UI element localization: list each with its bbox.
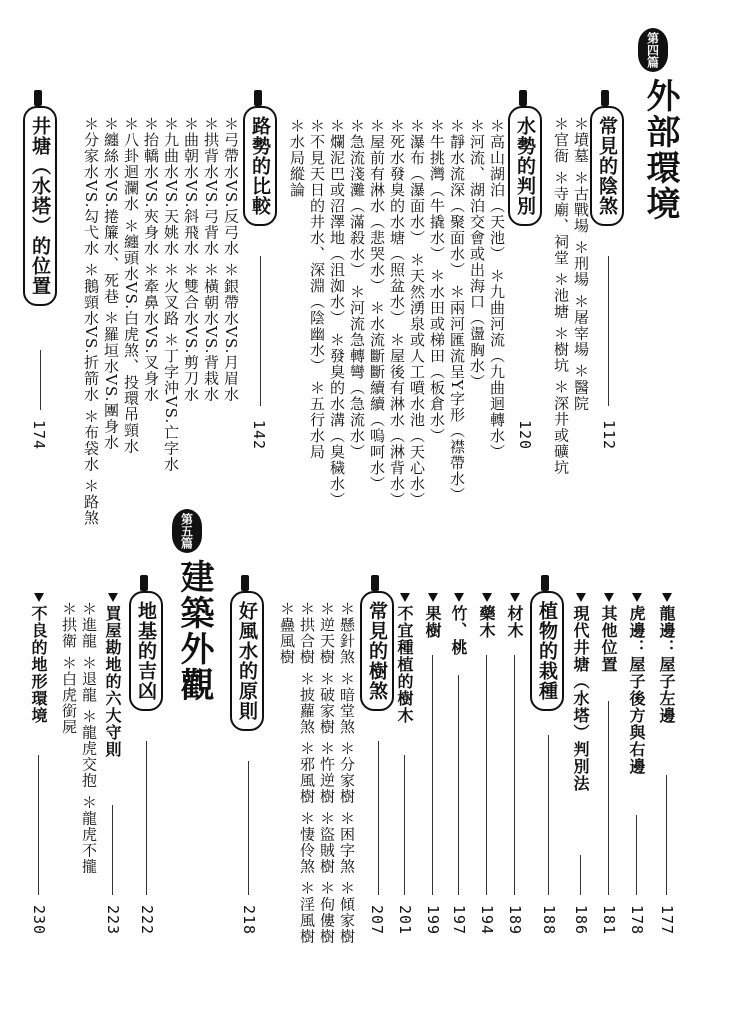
toc-item[interactable]: 龍邊：屋子左邊 (657, 605, 676, 724)
page-number: 223 (104, 905, 122, 936)
page-number: 197 (450, 905, 468, 936)
toc-line: ＊八卦迴瀾水 ＊纏頭水VS.白虎煞、投環吊頸水 (122, 116, 140, 455)
part5-badge-text: 第五篇 (179, 513, 194, 549)
page-number: 120 (516, 420, 534, 451)
leader-line (38, 755, 39, 895)
toc-line: ＊九曲水VS.天姚水 ＊火叉路 ＊丁字沖VS.亡字水 (162, 116, 180, 473)
triangle-bullet-icon (604, 593, 614, 602)
toc-line: ＊逆天樹 ＊破家樹 ＊忤逆樹 ＊盜賊樹 ＊佝僂樹 (318, 601, 336, 945)
page-number: 177 (658, 905, 676, 936)
toc-part4 (0, 20, 736, 526)
toc-line: ＊水局縱論 (288, 118, 306, 198)
toc-line: ＊抬轎水VS.夾身水 ＊牽鼻水VS.叉身水 (142, 116, 160, 403)
triangle-bullet-icon (510, 593, 520, 602)
toc-line: ＊靜水流深（聚面水） ＊兩河匯流呈Y字形（襟帶水） (448, 118, 466, 503)
leader-line (636, 815, 637, 895)
toc-line: ＊死水發臭的水塘（照盆水） ＊屋後有淋水（淋背水） (388, 118, 406, 508)
leader-line (666, 775, 667, 895)
toc-item[interactable]: 不宜種植的樹木 (395, 605, 414, 724)
part5-badge (172, 509, 202, 553)
toc-item[interactable]: 現代井塘（水塔）判別法 (571, 605, 590, 792)
page-number: 201 (396, 905, 414, 936)
toc-line: ＊不見天日的井水、深淵（陰幽水） ＊五行水局 (308, 118, 326, 460)
chapter-heading[interactable]: 井塘（水塔）的位置 (23, 106, 57, 306)
triangle-bullet-icon (454, 593, 464, 602)
chapter-tab (254, 90, 262, 106)
page-number: 186 (572, 905, 590, 936)
toc-line: ＊屋前有淋水（悲哭水） ＊水流斷斷續續（嗚呵水） (368, 118, 386, 492)
toc-line: ＊官衙 ＊寺廟、祠堂 ＊池塘 ＊樹坑 ＊深井或礦坑 (552, 116, 570, 476)
chapter-heading[interactable]: 好風水的原則 (230, 591, 264, 731)
page-number: 222 (138, 905, 156, 936)
chapter-tab (541, 575, 549, 591)
leader-line (146, 741, 147, 895)
chapter-heading[interactable]: 水勢的判別 (508, 106, 542, 226)
toc-line: ＊蠱風樹 (278, 601, 296, 665)
toc-part4-cont-part5 (0, 505, 736, 1005)
chapter-heading[interactable]: 常見的陰煞 (590, 106, 624, 226)
leader-line (404, 755, 405, 895)
leader-line (608, 256, 609, 406)
page-number: 199 (424, 905, 442, 936)
leader-line (608, 701, 609, 895)
toc-item[interactable]: 不良的地形環境 (29, 605, 48, 724)
triangle-bullet-icon (400, 593, 410, 602)
page-number: 188 (540, 905, 558, 936)
toc-line: ＊拱衛 ＊白虎銜屍 (60, 601, 78, 735)
page-number: 189 (506, 905, 524, 936)
toc-line: ＊進龍 ＊退龍 ＊龍虎交抱 ＊龍虎不攏 (80, 601, 98, 875)
toc-line: ＊曲朝水VS.斜飛水 ＊雙合水VS.剪刀水 (182, 116, 200, 403)
page-number: 230 (30, 905, 48, 936)
chapter-tab (140, 575, 148, 591)
page-number: 181 (600, 905, 618, 936)
page-number: 142 (250, 420, 268, 451)
leader-line (432, 655, 433, 895)
chapter-heading[interactable]: 路勢的比較 (243, 106, 277, 226)
toc-line: ＊懸針煞 ＊暗堂煞 ＊分家樹 ＊困字煞 ＊傾家樹 (338, 601, 356, 945)
chapter-tab (371, 575, 379, 591)
leader-line (40, 350, 41, 410)
toc-item[interactable]: 竹、桃 (449, 605, 468, 656)
page-number: 112 (600, 420, 618, 451)
toc-line: ＊爛泥巴或沼澤地（沮洳水） ＊發臭的水溝（臭穢水） (328, 118, 346, 508)
page-number: 194 (478, 905, 496, 936)
page-number: 174 (30, 420, 48, 451)
chapter-heading[interactable]: 地基的吉凶 (129, 591, 163, 711)
chapter-tab (519, 90, 527, 106)
page-number: 218 (240, 905, 258, 936)
triangle-bullet-icon (576, 593, 586, 602)
toc-line: ＊纏絲水VS.捲簾水、死巷 ＊羅垣水VS.團身水 (102, 116, 120, 451)
page-number: 178 (628, 905, 646, 936)
toc-line: ＊瀑布（瀑面水） ＊天然湧泉或人工噴水池（天心水） (408, 118, 426, 508)
toc-item[interactable]: 虎邊：屋子後方與右邊 (627, 605, 646, 775)
triangle-bullet-icon (108, 593, 118, 602)
toc-item[interactable]: 果樹 (423, 605, 442, 639)
triangle-bullet-icon (662, 593, 672, 602)
triangle-bullet-icon (482, 593, 492, 602)
triangle-bullet-icon (428, 593, 438, 602)
toc-item[interactable]: 買屋勘地的六大守則 (103, 605, 122, 758)
toc-line: ＊弓帶水VS.反弓水 ＊銀帶水VS.月眉水 (222, 116, 240, 403)
toc-line: ＊急流淺灘（滿殺水） ＊河流急轉彎（急流水） (348, 118, 366, 460)
leader-line (548, 735, 549, 895)
leader-line (248, 761, 249, 895)
toc-line: ＊拱背水VS.弓背水 ＊橫朝水VS.背栽水 (202, 116, 220, 403)
chapter-tab (34, 90, 42, 106)
toc-line: ＊高山湖泊（天池） ＊九曲河流（九曲迴轉水） (488, 118, 506, 460)
toc-item[interactable]: 藥木 (477, 605, 496, 639)
toc-item[interactable]: 其他位置 (599, 605, 618, 673)
toc-line: ＊河流、湖泊交會或出海口（盪胸水） (468, 118, 486, 390)
page-number: 207 (368, 905, 386, 936)
part4-badge (638, 28, 668, 72)
leader-line (112, 805, 113, 895)
part5-title: 建築外觀 (174, 559, 214, 703)
triangle-bullet-icon (34, 593, 44, 602)
leader-line (378, 741, 379, 895)
chapter-tab (601, 90, 609, 106)
chapter-tab (241, 575, 249, 591)
chapter-heading[interactable]: 常見的樹煞 (360, 591, 394, 711)
chapter-heading[interactable]: 植物的栽種 (530, 591, 564, 711)
part4-title: 外部環境 (640, 78, 680, 222)
toc-line: ＊墳墓 ＊古戰場 ＊刑場 ＊屠宰場 ＊醫院 (572, 116, 590, 412)
leader-line (260, 256, 261, 406)
toc-line: ＊拱合樹 ＊披蘿煞 ＊邪風樹 ＊悽伶煞 ＊淫風樹 (298, 601, 316, 945)
leader-line (580, 855, 581, 895)
part4-badge-text: 第四篇 (645, 32, 660, 68)
toc-item[interactable]: 材木 (505, 605, 524, 639)
leader-line (514, 655, 515, 895)
toc-line: ＊牛挑灣（牛撬水） ＊水田或梯田（板倉水） (428, 118, 446, 444)
leader-line (486, 655, 487, 895)
toc-line: ＊分家水VS.勾弋水 ＊鵝頸水VS.折箭水 ＊布袋水 ＊路煞 (82, 116, 100, 526)
leader-line (458, 675, 459, 895)
triangle-bullet-icon (632, 593, 642, 602)
